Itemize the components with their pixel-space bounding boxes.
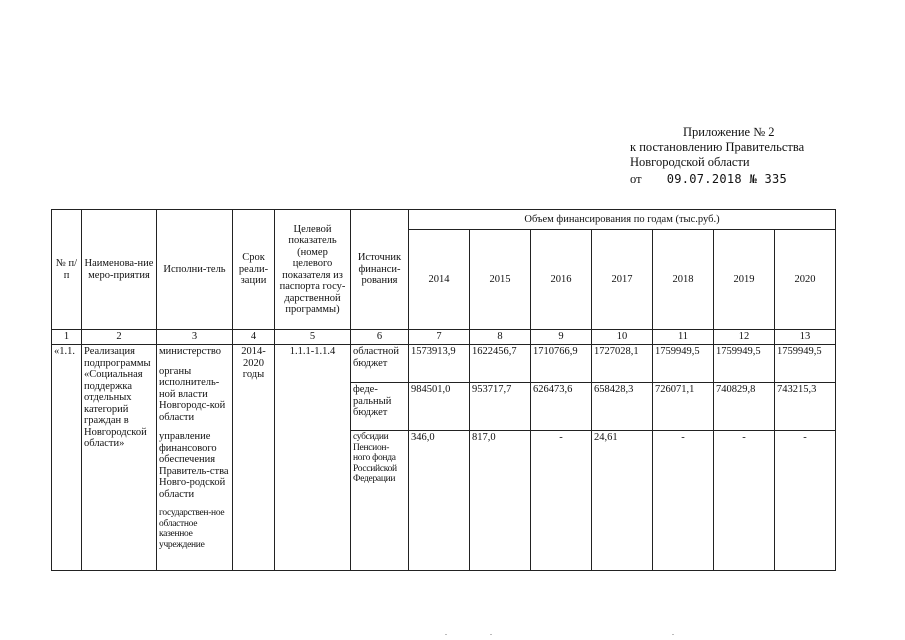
- year-header: 2018: [653, 230, 714, 330]
- funding-value: 1759949,5: [775, 345, 836, 383]
- column-number: 9: [531, 330, 592, 345]
- funding-value: -: [714, 431, 775, 571]
- target-indicator: 1.1.1-1.1.4: [275, 345, 351, 571]
- funding-value: 1759949,5: [714, 345, 775, 383]
- funding-value: 1727028,1: [592, 345, 653, 383]
- column-number: 1: [52, 330, 82, 345]
- executors-cell: [157, 345, 233, 571]
- col-header-source: Источник финанси-рования: [351, 210, 409, 330]
- col-header-num: № п/п: [52, 210, 82, 330]
- header-row-top: [52, 210, 836, 230]
- column-number: 13: [775, 330, 836, 345]
- year-header: 2020: [775, 230, 836, 330]
- year-header: 2015: [470, 230, 531, 330]
- funding-value: 1622456,7: [470, 345, 531, 383]
- scan-speck: [445, 634, 447, 635]
- year-header: 2016: [531, 230, 592, 330]
- decree-reference: к постановлению Правительства: [630, 140, 805, 154]
- funding-value: 726071,1: [653, 383, 714, 431]
- column-number-row: [52, 330, 836, 345]
- col-header-term: Срок реали-зации: [233, 210, 275, 330]
- year-header: 2014: [409, 230, 470, 330]
- funding-value: 658428,3: [592, 383, 653, 431]
- source-name: феде-ральный бюджет: [351, 383, 409, 431]
- funding-value: 1710766,9: [531, 345, 592, 383]
- from-label: от: [630, 172, 642, 186]
- column-number: 2: [82, 330, 157, 345]
- source-name: субсидии Пенсион-ного фонда Российской Федерации: [351, 431, 409, 571]
- funding-value: -: [653, 431, 714, 571]
- implementation-term: 2014-2020 годы: [233, 345, 275, 571]
- executor-ministry: министерство: [159, 346, 222, 357]
- appendix-title: Приложение № 2: [683, 125, 775, 139]
- column-number: 10: [592, 330, 653, 345]
- column-number: 12: [714, 330, 775, 345]
- column-number: 4: [233, 330, 275, 345]
- column-number: 11: [653, 330, 714, 345]
- funding-value: 817,0: [470, 431, 531, 571]
- row-number: «1.1.: [52, 345, 82, 571]
- region-name: Новгородской области: [630, 155, 750, 169]
- executor-authorities: органы исполнитель-ной власти Новгородс-кой области: [159, 365, 226, 423]
- funding-value: 953717,7: [470, 383, 531, 431]
- funding-value: 743215,3: [775, 383, 836, 431]
- executor-state-institution: государствен-ное областное казенное учреждение: [159, 508, 225, 550]
- document-header: [630, 125, 890, 187]
- scan-speck: [490, 634, 492, 635]
- source-name: областной бюджет: [351, 345, 409, 383]
- funding-value: 1759949,5: [653, 345, 714, 383]
- funding-value: -: [531, 431, 592, 571]
- source-row-regional: [52, 345, 836, 383]
- col-header-target: Целевой показатель (номер целевого показателя из паспорта госу-дарственной программы): [275, 210, 351, 330]
- funding-value: 1573913,9: [409, 345, 470, 383]
- funding-value: 346,0: [409, 431, 470, 571]
- column-number: 3: [157, 330, 233, 345]
- col-header-executor: Исполни-тель: [157, 210, 233, 330]
- column-number: 7: [409, 330, 470, 345]
- funding-value: 984501,0: [409, 383, 470, 431]
- year-header: 2017: [592, 230, 653, 330]
- funding-value: 740829,8: [714, 383, 775, 431]
- funding-table: [51, 209, 836, 571]
- decree-date-number: 09.07.2018 № 335: [666, 172, 788, 186]
- year-header: 2019: [714, 230, 775, 330]
- scan-speck: [672, 634, 674, 635]
- col-header-name: Наименова-ние меро-приятия: [82, 210, 157, 330]
- funding-value: 626473,6: [531, 383, 592, 431]
- column-number: 6: [351, 330, 409, 345]
- funding-value: -: [775, 431, 836, 571]
- funding-value: 24,61: [592, 431, 653, 571]
- executor-finance-department: управление финансового обеспечения Правитель-ства Новго-родской области: [159, 431, 229, 500]
- measure-name: Реализация подпрограммы «Социальная поддержка отдельных категорий граждан в Новгородской области»: [82, 345, 157, 571]
- column-number: 8: [470, 330, 531, 345]
- decree-date-line: [630, 172, 890, 187]
- col-header-funding-group: Объем финансирования по годам (тыс.руб.): [409, 210, 836, 230]
- column-number: 5: [275, 330, 351, 345]
